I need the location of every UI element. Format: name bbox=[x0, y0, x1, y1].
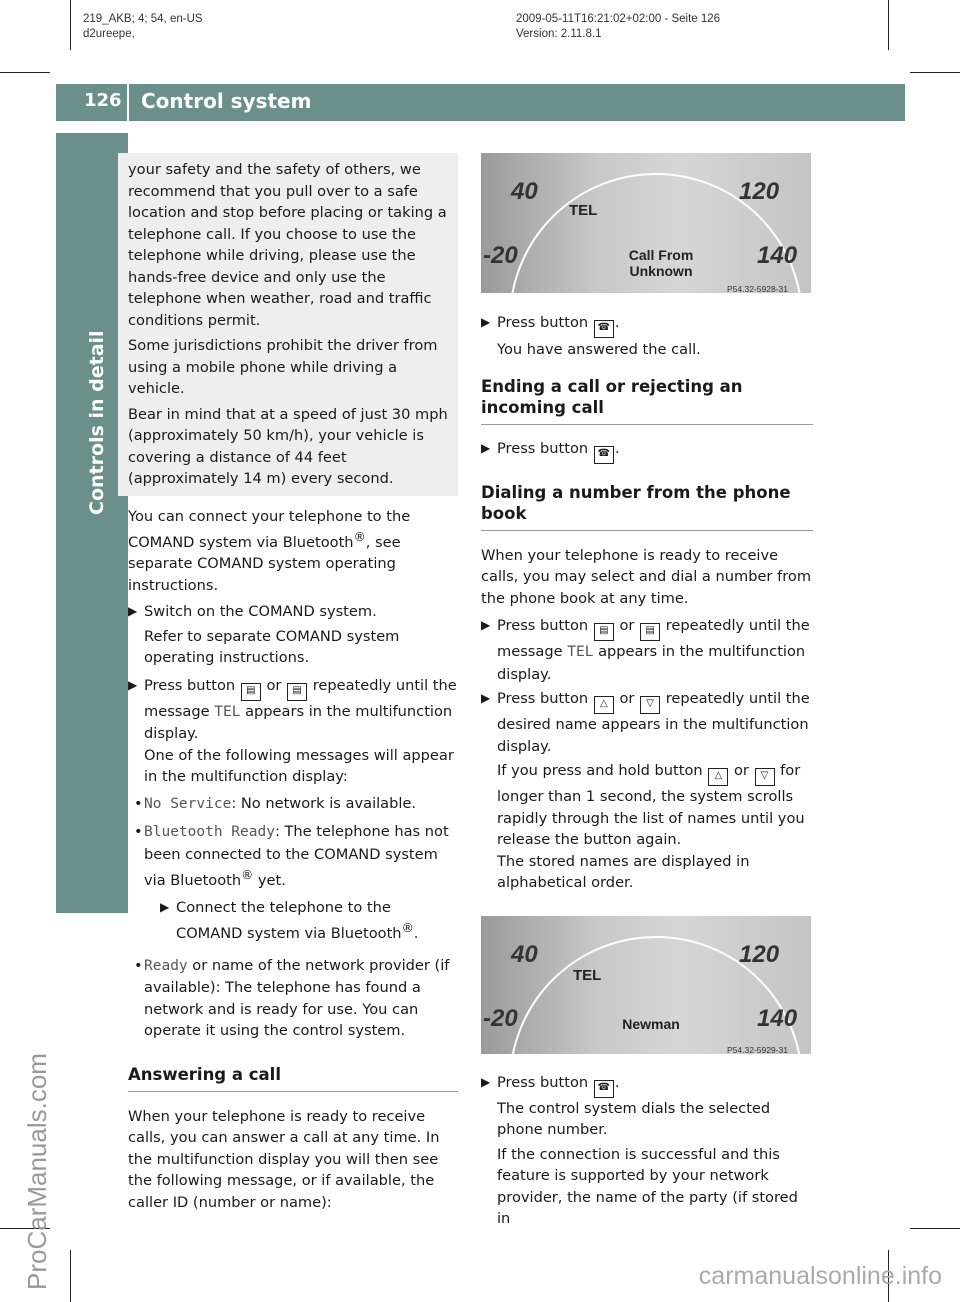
bullet-text-part: : The telephone has not been connected to the COMAND system via Bluetooth bbox=[144, 823, 449, 890]
intro-paragraph: You can connect your telephone to the COMAND system via Bluetooth®, see separate COMAND system operating instructions. bbox=[128, 507, 411, 594]
gauge-number: 120 bbox=[739, 940, 780, 968]
display-image-newman bbox=[481, 916, 811, 1054]
step-text-part: Press button bbox=[497, 690, 589, 707]
step-text-part: repeatedly until the message bbox=[144, 676, 457, 720]
step-end-call bbox=[481, 438, 813, 464]
answer-paragraph: When your telephone is ready to receive calls, you can answer a call at any time. In the multifunction display you will then see the following message, or if available, the caller ID (number or name): bbox=[128, 1107, 440, 1211]
step-arrow-icon: ▶ bbox=[481, 1074, 491, 1089]
gauge-number: 40 bbox=[511, 940, 538, 968]
step-text bbox=[497, 760, 813, 851]
display-code: TEL bbox=[214, 703, 241, 720]
step-dial-select bbox=[481, 688, 813, 894]
display-line: Unknown bbox=[629, 263, 693, 279]
display-code: Ready bbox=[144, 957, 188, 974]
arrow-down-button-icon: ▽ bbox=[640, 696, 660, 714]
step-arrow-icon: ▶ bbox=[481, 315, 491, 329]
bullet-dot: • bbox=[134, 823, 143, 841]
phone-answer-icon: ☎ bbox=[594, 320, 614, 338]
arrow-down-button-icon: ▽ bbox=[755, 768, 775, 786]
step-text-part: If you press and hold button bbox=[497, 762, 703, 779]
phone-end-icon: ☎ bbox=[594, 446, 614, 464]
crop-mark bbox=[910, 72, 960, 73]
meta-line: 2009-05-11T16:21:02+02:00 - Seite 126 bbox=[516, 13, 721, 25]
step-arrow-icon: ▶ bbox=[128, 604, 138, 619]
gauge-number: 140 bbox=[757, 242, 798, 269]
bullet-text bbox=[144, 793, 458, 816]
image-code: P54.32-5929-31 bbox=[727, 1044, 788, 1054]
step-text: The stored names are displayed in alphabetical order. bbox=[497, 852, 750, 891]
step-arrow-icon: ▶ bbox=[481, 618, 491, 632]
step-text: Press button ☎ . bbox=[497, 1072, 813, 1098]
step-dial-call bbox=[481, 1072, 813, 1230]
step-text-part: for longer than 1 second, the system scrolls rapidly through the list of names until you release the button again. bbox=[497, 762, 805, 848]
crop-mark bbox=[70, 0, 71, 50]
step-text: Press button ☎ . bbox=[497, 312, 813, 338]
step-text-part: Press button bbox=[497, 314, 589, 331]
step-text: Refer to separate COMAND system operating instructions. bbox=[144, 627, 400, 667]
meta-line: Version: 2.11.8.1 bbox=[516, 28, 602, 40]
display-line: Newman bbox=[622, 1015, 680, 1032]
display-code: TEL bbox=[567, 644, 594, 660]
step-dial-display bbox=[481, 615, 813, 685]
step-arrow-icon: ▶ bbox=[481, 440, 491, 455]
section-heading-answering: Answering a call bbox=[128, 1064, 458, 1092]
gauge-number: -20 bbox=[483, 242, 518, 269]
step-arrow-icon: ▶ bbox=[160, 899, 170, 914]
display-code: No Service bbox=[144, 795, 232, 812]
safety-paragraph: your safety and the safety of others, we recommend that you pull over to a safe location and stop before placing or taking a telephone call. If you choose to use the telephone while driving, please use the hands-free device and only use the telephone when weather, road and traffic conditions permit. bbox=[128, 161, 447, 329]
side-tab-label: Controls in detail bbox=[86, 330, 108, 515]
section-heading-ending: Ending a call or rejecting an incoming call bbox=[481, 376, 813, 425]
print-meta-left bbox=[83, 12, 203, 42]
step-text: One of the following messages will appear in the multifunction display: bbox=[144, 746, 454, 786]
bullet-text-part: yet. bbox=[253, 872, 286, 890]
print-meta-right bbox=[516, 12, 720, 42]
bullet-dot: • bbox=[134, 956, 143, 974]
step-text-part: appears in the multifunction display. bbox=[144, 702, 453, 743]
dial-paragraph: When your telephone is ready to receive calls, you may select and dial a number from the phone book at any time. bbox=[481, 546, 812, 607]
step-text-part: Press button bbox=[144, 676, 236, 694]
step-text bbox=[144, 675, 458, 745]
safety-note-box bbox=[118, 153, 458, 496]
step-text: The control system dials the selected phone number. bbox=[497, 1099, 771, 1138]
watermark-left: ProCarManuals.com bbox=[22, 1053, 52, 1290]
step-text-part: or bbox=[266, 676, 282, 694]
display-down-button-icon: ▤ bbox=[287, 683, 307, 701]
bullet-text-part: or name of the network provider (if available): The telephone has found a network and is ready for use. You can operate it using the control system. bbox=[144, 956, 450, 1040]
step-arrow-icon: ▶ bbox=[481, 691, 491, 705]
step-text: Switch on the COMAND system. bbox=[144, 603, 377, 621]
meta-line: d2ureepe, bbox=[83, 28, 135, 40]
arrow-up-button-icon: △ bbox=[708, 768, 728, 786]
safety-paragraph: Bear in mind that at a speed of just 30 mph (approximately 50 km/h), your vehicle is covering a distance of 44 feet (approximately 14 m) every second. bbox=[128, 405, 448, 487]
left-body bbox=[118, 506, 458, 1214]
step-answer bbox=[481, 312, 813, 361]
display-up-button-icon: ▤ bbox=[594, 623, 614, 641]
list-item bbox=[112, 793, 458, 816]
display-down-button-icon: ▤ bbox=[640, 623, 660, 641]
gauge-number: 120 bbox=[739, 178, 780, 205]
step-text-part: or bbox=[733, 762, 749, 779]
step-text-part: appears in the multifunction display. bbox=[497, 643, 806, 683]
arrow-up-button-icon: △ bbox=[594, 696, 614, 714]
safety-paragraph: Some jurisdictions prohibit the driver from using a mobile phone while driving a vehicle. bbox=[128, 337, 438, 397]
bullet-text bbox=[144, 955, 458, 1042]
step-text-part: or bbox=[619, 617, 635, 634]
header-divider bbox=[127, 84, 129, 121]
display-code: Bluetooth Ready bbox=[144, 824, 275, 841]
crop-mark bbox=[0, 72, 50, 73]
step-text: Press button ☎ . bbox=[497, 438, 813, 464]
step-text: If the connection is successful and this feature is supported by your network provider, the name of the party (if stored in bbox=[497, 1145, 798, 1227]
intro-text: You can connect your telephone to the COMAND system via Bluetooth bbox=[128, 507, 411, 551]
step-text-part: Press button bbox=[497, 617, 589, 634]
step-switch-on bbox=[128, 601, 458, 669]
image-code: P54.32-5928-31 bbox=[727, 284, 788, 293]
step-text-part: or bbox=[619, 690, 635, 707]
display-tel: TEL bbox=[573, 966, 602, 984]
gauge-number: 40 bbox=[511, 178, 538, 205]
display-line: Call From bbox=[628, 247, 694, 263]
step-text-part: Press button bbox=[497, 1073, 589, 1091]
right-column bbox=[481, 153, 813, 1230]
step-press-display bbox=[128, 675, 458, 788]
bullet-text: Bluetooth Ready: The telephone has not been connected to the COMAND system via Bluetooth® yet. bbox=[144, 823, 449, 890]
crop-mark bbox=[70, 1250, 71, 1302]
step-text: Connect the telephone to the COMAND system via Bluetooth®. bbox=[176, 898, 419, 943]
meta-line: 219_AKB; 4; 54, en-US bbox=[83, 13, 203, 25]
crop-mark bbox=[888, 0, 889, 50]
step-text-part: repeatedly until the desired name appears in the multifunction display. bbox=[497, 690, 810, 755]
page-number: 126 bbox=[84, 90, 122, 111]
watermark-bottom: carmanualsonline.info bbox=[698, 1262, 942, 1290]
list-item bbox=[112, 821, 458, 891]
bullet-dot: • bbox=[134, 794, 143, 812]
section-heading-dialing: Dialing a number from the phone book bbox=[481, 482, 813, 531]
left-column bbox=[118, 153, 458, 1213]
gauge-number: -20 bbox=[483, 1004, 518, 1032]
display-tel: TEL bbox=[569, 202, 598, 219]
display-image-call-from bbox=[481, 153, 811, 293]
crop-mark bbox=[910, 1228, 960, 1229]
list-item bbox=[112, 955, 458, 1042]
step-text-part: Press button bbox=[497, 439, 589, 457]
step-text bbox=[497, 688, 813, 757]
sub-step-connect bbox=[112, 897, 458, 945]
intro-text: , see separate COMAND system operating instructions. bbox=[128, 533, 401, 594]
step-text: You have answered the call. bbox=[497, 341, 701, 358]
page-title: Control system bbox=[141, 89, 312, 113]
bullet-text-part: : No network is available. bbox=[231, 794, 417, 812]
step-arrow-icon: ▶ bbox=[128, 677, 138, 692]
phone-answer-icon: ☎ bbox=[594, 1080, 614, 1098]
page-header bbox=[56, 84, 905, 121]
display-up-button-icon: ▤ bbox=[241, 683, 261, 701]
step-text-part: Connect the telephone to the COMAND system via Bluetooth bbox=[176, 898, 402, 943]
step-text bbox=[497, 615, 813, 685]
gauge-number: 140 bbox=[757, 1004, 798, 1032]
step-text-part: repeatedly until the message bbox=[497, 617, 810, 660]
